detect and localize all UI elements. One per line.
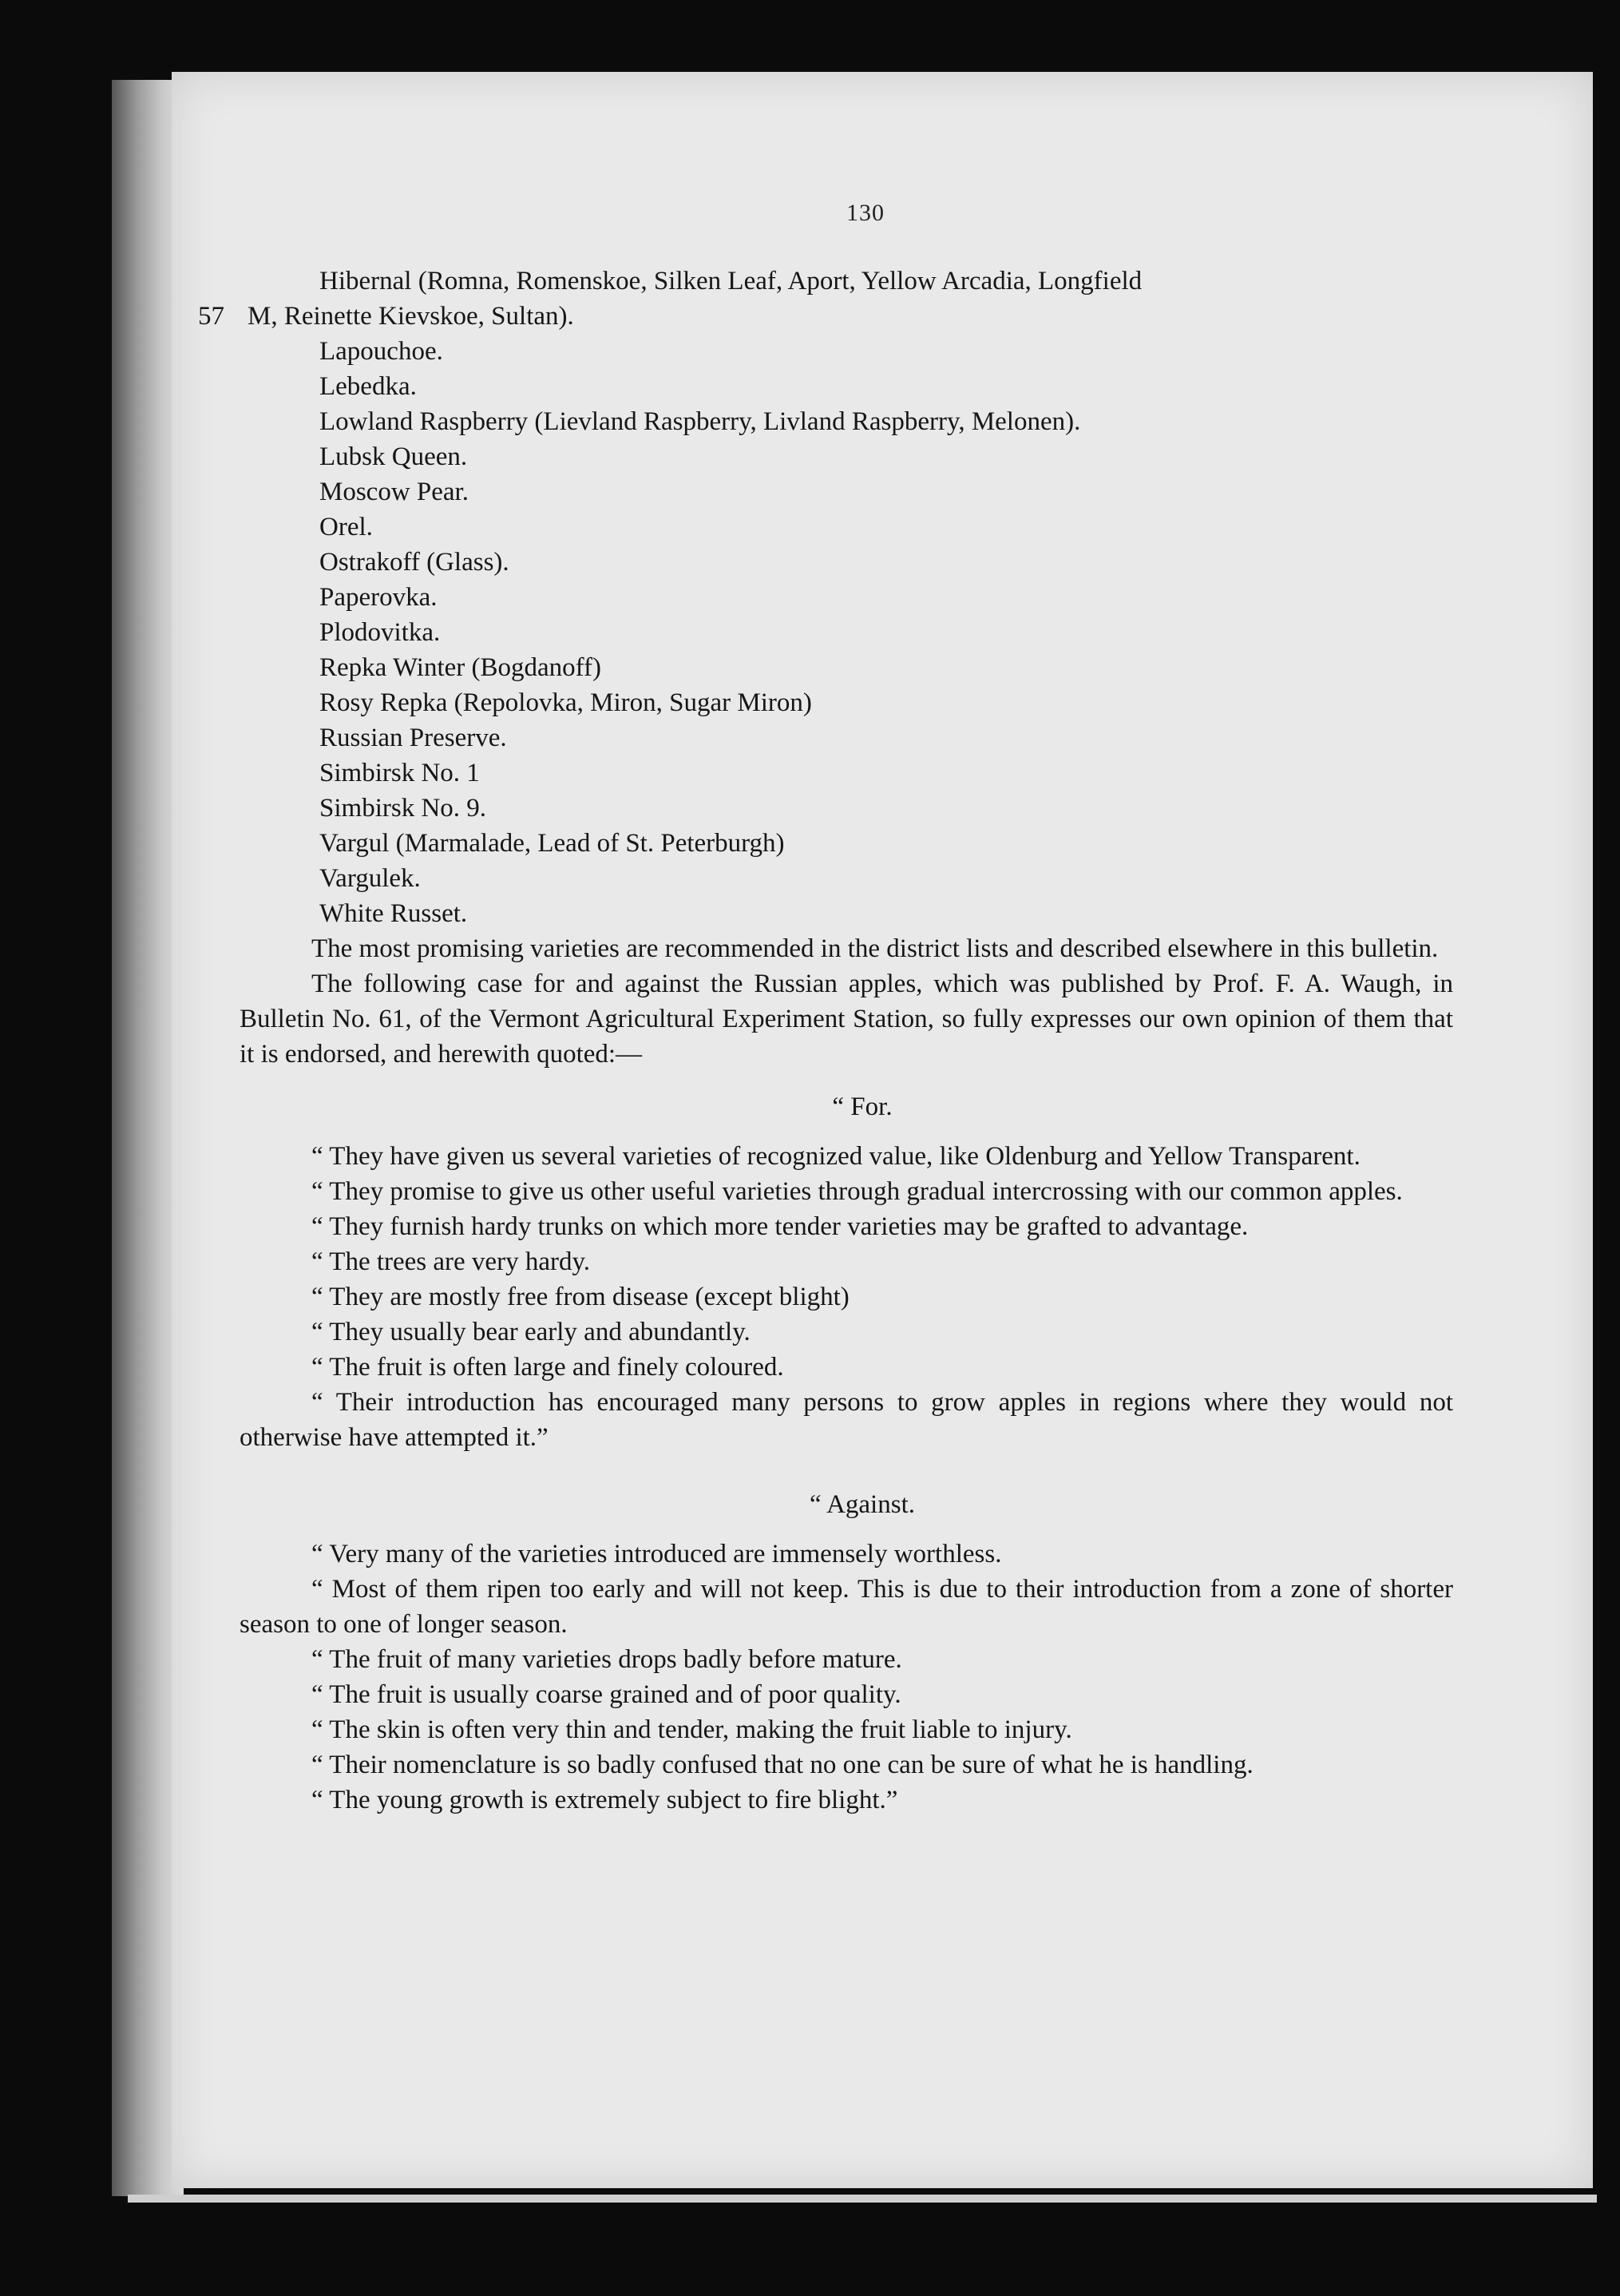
list-item: Moscow Pear. <box>319 478 469 506</box>
list-item: Vargulek. <box>319 864 421 893</box>
against-item: “ Very many of the varieties introduced are immensely worthless. <box>311 1540 1002 1568</box>
list-item: Simbirsk No. 1 <box>319 759 480 787</box>
for-item: “ They usually bear early and abundantly. <box>311 1318 751 1346</box>
list-item: Ostrakoff (Glass). <box>319 548 509 577</box>
paragraph-promising: The most promising varieties are recommended in the district lists and described elsewhere in this bulletin. <box>311 934 1439 963</box>
list-item: Repka Winter (Bogdanoff) <box>319 653 602 682</box>
for-item: “ They furnish hardy trunks on which more tender varieties may be grafted to advantage. <box>311 1212 1249 1241</box>
list-item-hibernal-cont-text: M, Reinette Kievskoe, Sultan). <box>248 302 574 331</box>
list-item: Plodovitka. <box>319 618 441 647</box>
for-item: “ They are mostly free from disease (except blight) <box>311 1283 850 1311</box>
for-item: “ Their introduction has encouraged many persons to grow apples in regions where they would not otherwise have attempted it.” <box>240 1388 1453 1452</box>
against-item: “ Their nomenclature is so badly confused that no one can be sure of what he is handling. <box>311 1751 1254 1779</box>
page-number: 130 <box>846 200 885 226</box>
list-item-hibernal: Hibernal (Romna, Romenskoe, Silken Leaf, Aport, Yellow Arcadia, Longfield <box>319 267 1143 295</box>
against-item: “ The skin is often very thin and tender, making the fruit liable to injury. <box>311 1715 1072 1744</box>
against-item: “ The fruit is usually coarse grained and of poor quality. <box>311 1680 901 1709</box>
list-item: Orel. <box>319 513 373 541</box>
list-item: White Russet. <box>319 899 468 928</box>
list-item: Russian Preserve. <box>319 724 507 752</box>
list-item: Paperovka. <box>319 583 438 612</box>
section-gap <box>240 1455 1453 1469</box>
list-item: Lubsk Queen. <box>319 442 468 471</box>
list-item: Rosy Repka (Repolovka, Miron, Sugar Miron) <box>319 688 812 717</box>
list-item: Lebedka. <box>319 372 417 401</box>
for-item: “ The trees are very hardy. <box>311 1247 591 1276</box>
list-item: Lapouchoe. <box>319 337 443 366</box>
page-bottom-edge <box>128 2195 1597 2203</box>
list-item: Lowland Raspberry (Lievland Raspberry, Livland Raspberry, Melonen). <box>319 407 1081 436</box>
list-item: Simbirsk No. 9. <box>319 794 487 823</box>
page-body <box>198 264 1453 1818</box>
list-item: Vargul (Marmalade, Lead of St. Peterburgh) <box>319 829 785 858</box>
for-item: “ The fruit is often large and finely coloured. <box>311 1353 784 1382</box>
against-item: “ Most of them ripen too early and will not keep. This is due to their introduction from a zone of shorter season to one of longer season. <box>240 1575 1453 1639</box>
for-item: “ They promise to give us other useful varieties through gradual intercrossing with our common apples. <box>311 1177 1403 1206</box>
heading-for: “ For. <box>832 1092 893 1121</box>
for-item: “ They have given us several varieties of recognized value, like Oldenburg and Yellow Transparent. <box>311 1142 1361 1171</box>
paragraph-following: The following case for and against the Russian apples, which was published by Prof. F. A. Waugh, in Bulletin No. 61, of the Vermont Agricultural Experiment Station, so fully expresses our own opinion of them that it is endorsed, and herewith quoted:— <box>240 970 1453 1069</box>
heading-against: “ Against. <box>810 1490 915 1519</box>
margin-number: 57 <box>198 302 224 331</box>
against-item: “ The young growth is extremely subject to fire blight.” <box>311 1786 898 1814</box>
against-item: “ The fruit of many varieties drops badly before mature. <box>311 1645 902 1674</box>
list-item-hibernal-cont <box>198 299 1453 334</box>
